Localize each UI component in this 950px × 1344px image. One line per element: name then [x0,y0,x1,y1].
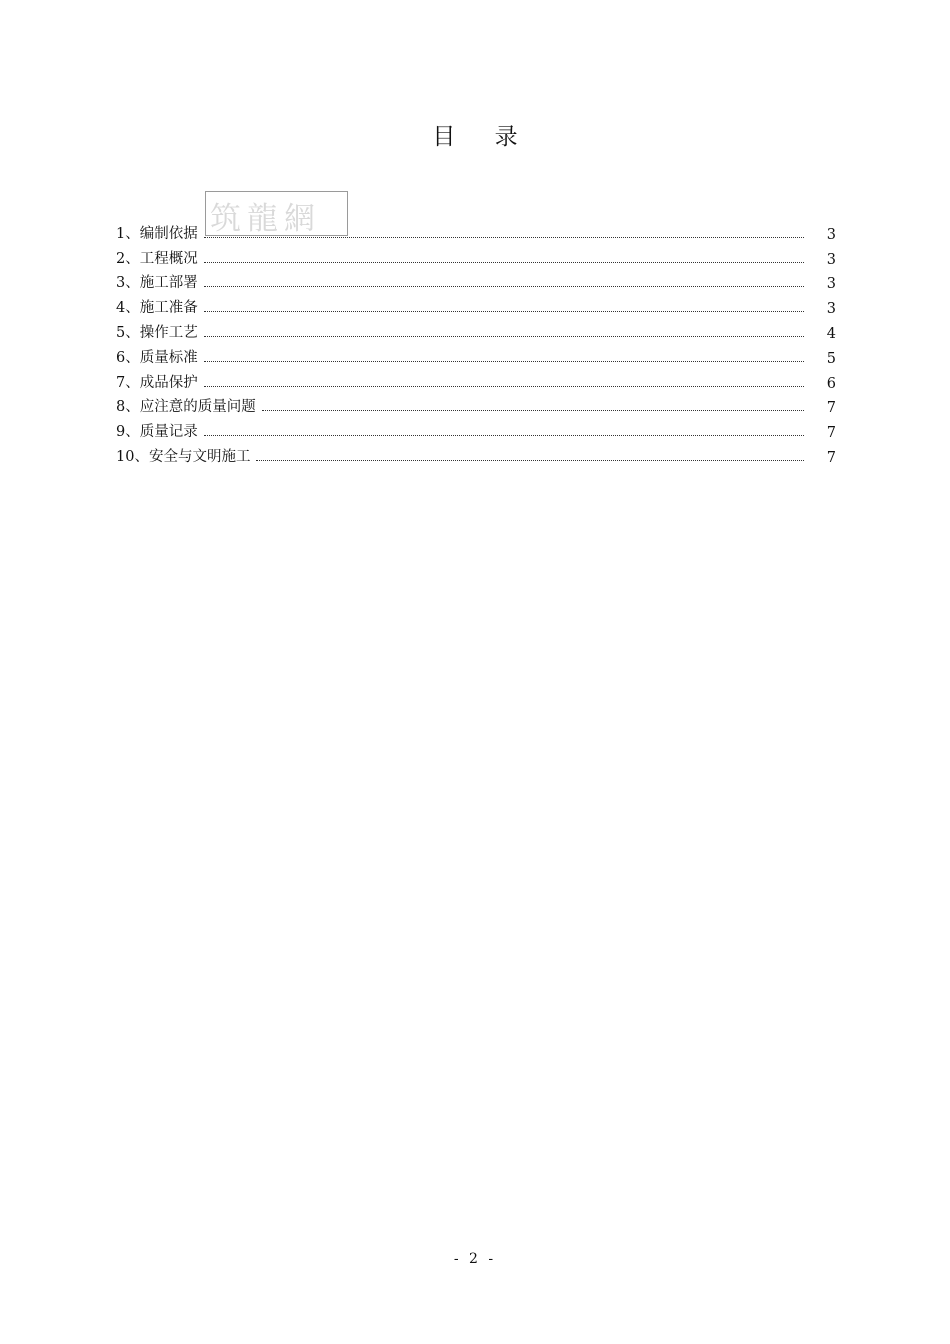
table-of-contents [116,218,836,466]
toc-entry-label: 5、操作工艺 [116,324,198,341]
toc-entry-label: 1、编制依据 [116,225,198,242]
toc-entry-label: 3、施工部署 [116,275,198,292]
toc-entry-label: 2、工程概况 [116,250,198,267]
toc-entry-page: 4 [826,325,836,342]
toc-entry[interactable] [116,392,836,417]
dot-leader [204,311,804,312]
toc-entry[interactable] [116,441,836,466]
toc-entry-page: 7 [826,449,836,466]
toc-entry-label: 7、成品保护 [116,374,198,391]
page-number: - 2 - [453,1251,497,1267]
dot-leader [256,460,804,461]
toc-entry-label: 10、安全与文明施工 [116,448,251,465]
toc-entry[interactable] [116,342,836,367]
toc-entry[interactable] [116,416,836,441]
dot-leader [204,262,804,263]
toc-entry-page: 7 [826,400,836,417]
toc-entry[interactable] [116,243,836,268]
toc-entry-page: 6 [826,375,836,392]
toc-entry-page: 3 [826,276,836,293]
page-title: 目 录 [432,124,534,150]
toc-entry-page: 3 [826,301,836,318]
toc-entry-label: 9、质量记录 [116,424,198,441]
toc-entry[interactable] [116,268,836,293]
watermark-text: 筑龍網 [210,201,321,236]
dot-leader [204,336,804,337]
dot-leader [204,361,804,362]
dot-leader [204,286,804,287]
toc-entry-label: 4、施工准备 [116,300,198,317]
toc-entry-page: 3 [826,251,836,268]
toc-entry[interactable] [116,317,836,342]
dot-leader [204,237,804,238]
toc-entry[interactable] [116,292,836,317]
dot-leader [204,435,804,436]
dot-leader [204,386,804,387]
toc-entry[interactable] [116,367,836,392]
toc-entry-page: 5 [826,350,836,367]
toc-entry-label: 6、质量标准 [116,349,198,366]
watermark-box [205,191,348,236]
toc-entry-label: 8、应注意的质量问题 [116,399,256,416]
toc-entry-page: 7 [826,425,836,442]
toc-entry-page: 3 [826,226,836,243]
dot-leader [262,410,804,411]
